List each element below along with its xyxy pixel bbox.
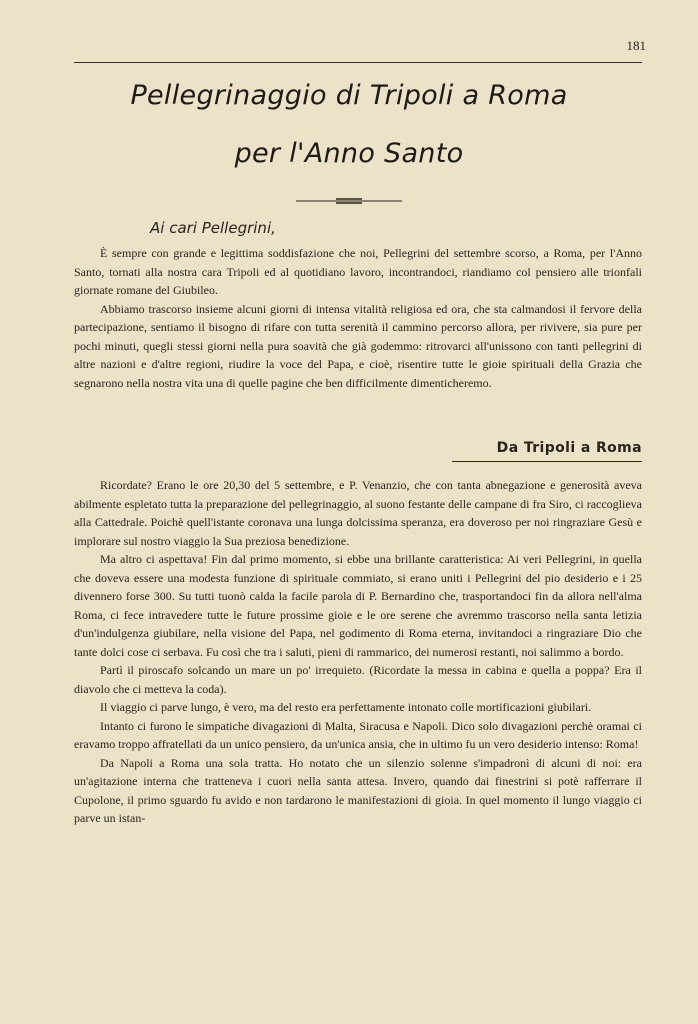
section-text [74, 476, 642, 828]
title-line-2: per l'Anno Santo [234, 138, 464, 169]
paragraph: Il viaggio ci parve lungo, è vero, ma del resto era perfettamente intonato colle mortificazioni giubilari. [100, 700, 592, 714]
page-number: 181 [626, 38, 646, 53]
greeting: Ai cari Pellegrini, [150, 219, 276, 237]
top-rule [74, 62, 642, 63]
paragraph: Partì il piroscafo solcando un mare un po' irrequieto. (Ricordate la messa in cabina e quella a poppa? Era il diavolo che ci metteva la coda). [74, 663, 642, 696]
section-heading: Da Tripoli a Roma [496, 440, 642, 456]
paragraph: Abbiamo trascorso insieme alcuni giorni di intensa vitalità religiosa ed ora, che sta calmandosi il fervore della partecipazione, sentiamo il bisogno di rifare con tutta serenità il cammino percorso allora, per rivivere, sia pure per pochi minuti, quegli stessi giorni nella pura soavità che già godemmo: ritrovarci all'unissono con tanti pellegrini di altre nazioni e d'altre regioni, riudire la voce del Papa, e cioè, risentire tutte le gioie spirituali della Grazia che segnarono nella nostra vita una di quelle pagine che ben difficilmente dimenticheremo. [74, 301, 642, 390]
paragraph: Ricordate? Erano le ore 20,30 del 5 settembre, e P. Venanzio, che con tanta abnegazione e generosità aveva abilmente espletato tutta la preparazione del pellegrinaggio, al suono festante delle campane di fra Siro, ci raccoglieva alla Cattedrale. Poichè quell'istante coronava una lunga dolcissima speranza, era doveroso per noi ringraziare Gesù e implorare sul nostro viaggio la Sua preziosa benedizione. [74, 478, 642, 548]
ornament-divider [296, 196, 402, 206]
paragraph: Ma altro ci aspettava! Fin dal primo momento, si ebbe una brillante caratteristica: Ai veri Pellegrini, in quella che doveva essere una modesta funzione di spirituale commiato, si erano uniti i Pellegrini del pio desiderio e i 25 divennero forse 300. Su tutti tuonò calda la facile parola di P. Bernardino che, trasportandoci fin da allora nell'alma Roma, ci fece intravedere tutte le future prossime gioie e le ore serene che avremmo trascorso nella santa letizia d'un'indulgenza giubilare, nella visione del Papa, nel godimento di Roma eterna, invitandoci a ringraziare Dio che tante dolci cose ci serbava. Fu così che tra i saluti, pieni di rammarico, dei numerosi restanti, noi salimmo a bordo. [74, 552, 642, 659]
paragraph: Intanto ci furono le simpatiche divagazioni di Malta, Siracusa e Napoli. Dico solo divagazioni perchè oramai ci eravamo troppo affratellati da un unico pensiero, da un'unica ansia, che in ultimo fu un vero desiderio intenso: Roma! [74, 718, 642, 751]
intro-text [74, 244, 642, 392]
paragraph: È sempre con grande e legittima soddisfazione che noi, Pellegrini del settembre scorso, a Roma, per l'Anno Santo, tornati alla nostra cara Tripoli ed al quotidiano lavoro, incontrandoci, riandiamo col pensiero alle trionfali giornate romane del Giubileo. [74, 246, 642, 297]
title-line-1: Pellegrinaggio di Tripoli a Roma [130, 80, 568, 111]
section-heading-underline [452, 461, 642, 462]
paragraph: Da Napoli a Roma una sola tratta. Ho notato che un silenzio solenne s'impadronì di alcuni di noi: era un'agitazione interna che tratteneva i cuori nella santa attesa. Invero, quando dai finestrini si potè rafferrare il Cupolone, il primo sguardo fu avido e non tardarono le manifestazioni di gioia. In quel momento il lungo viaggio ci parve un istan- [74, 755, 642, 825]
